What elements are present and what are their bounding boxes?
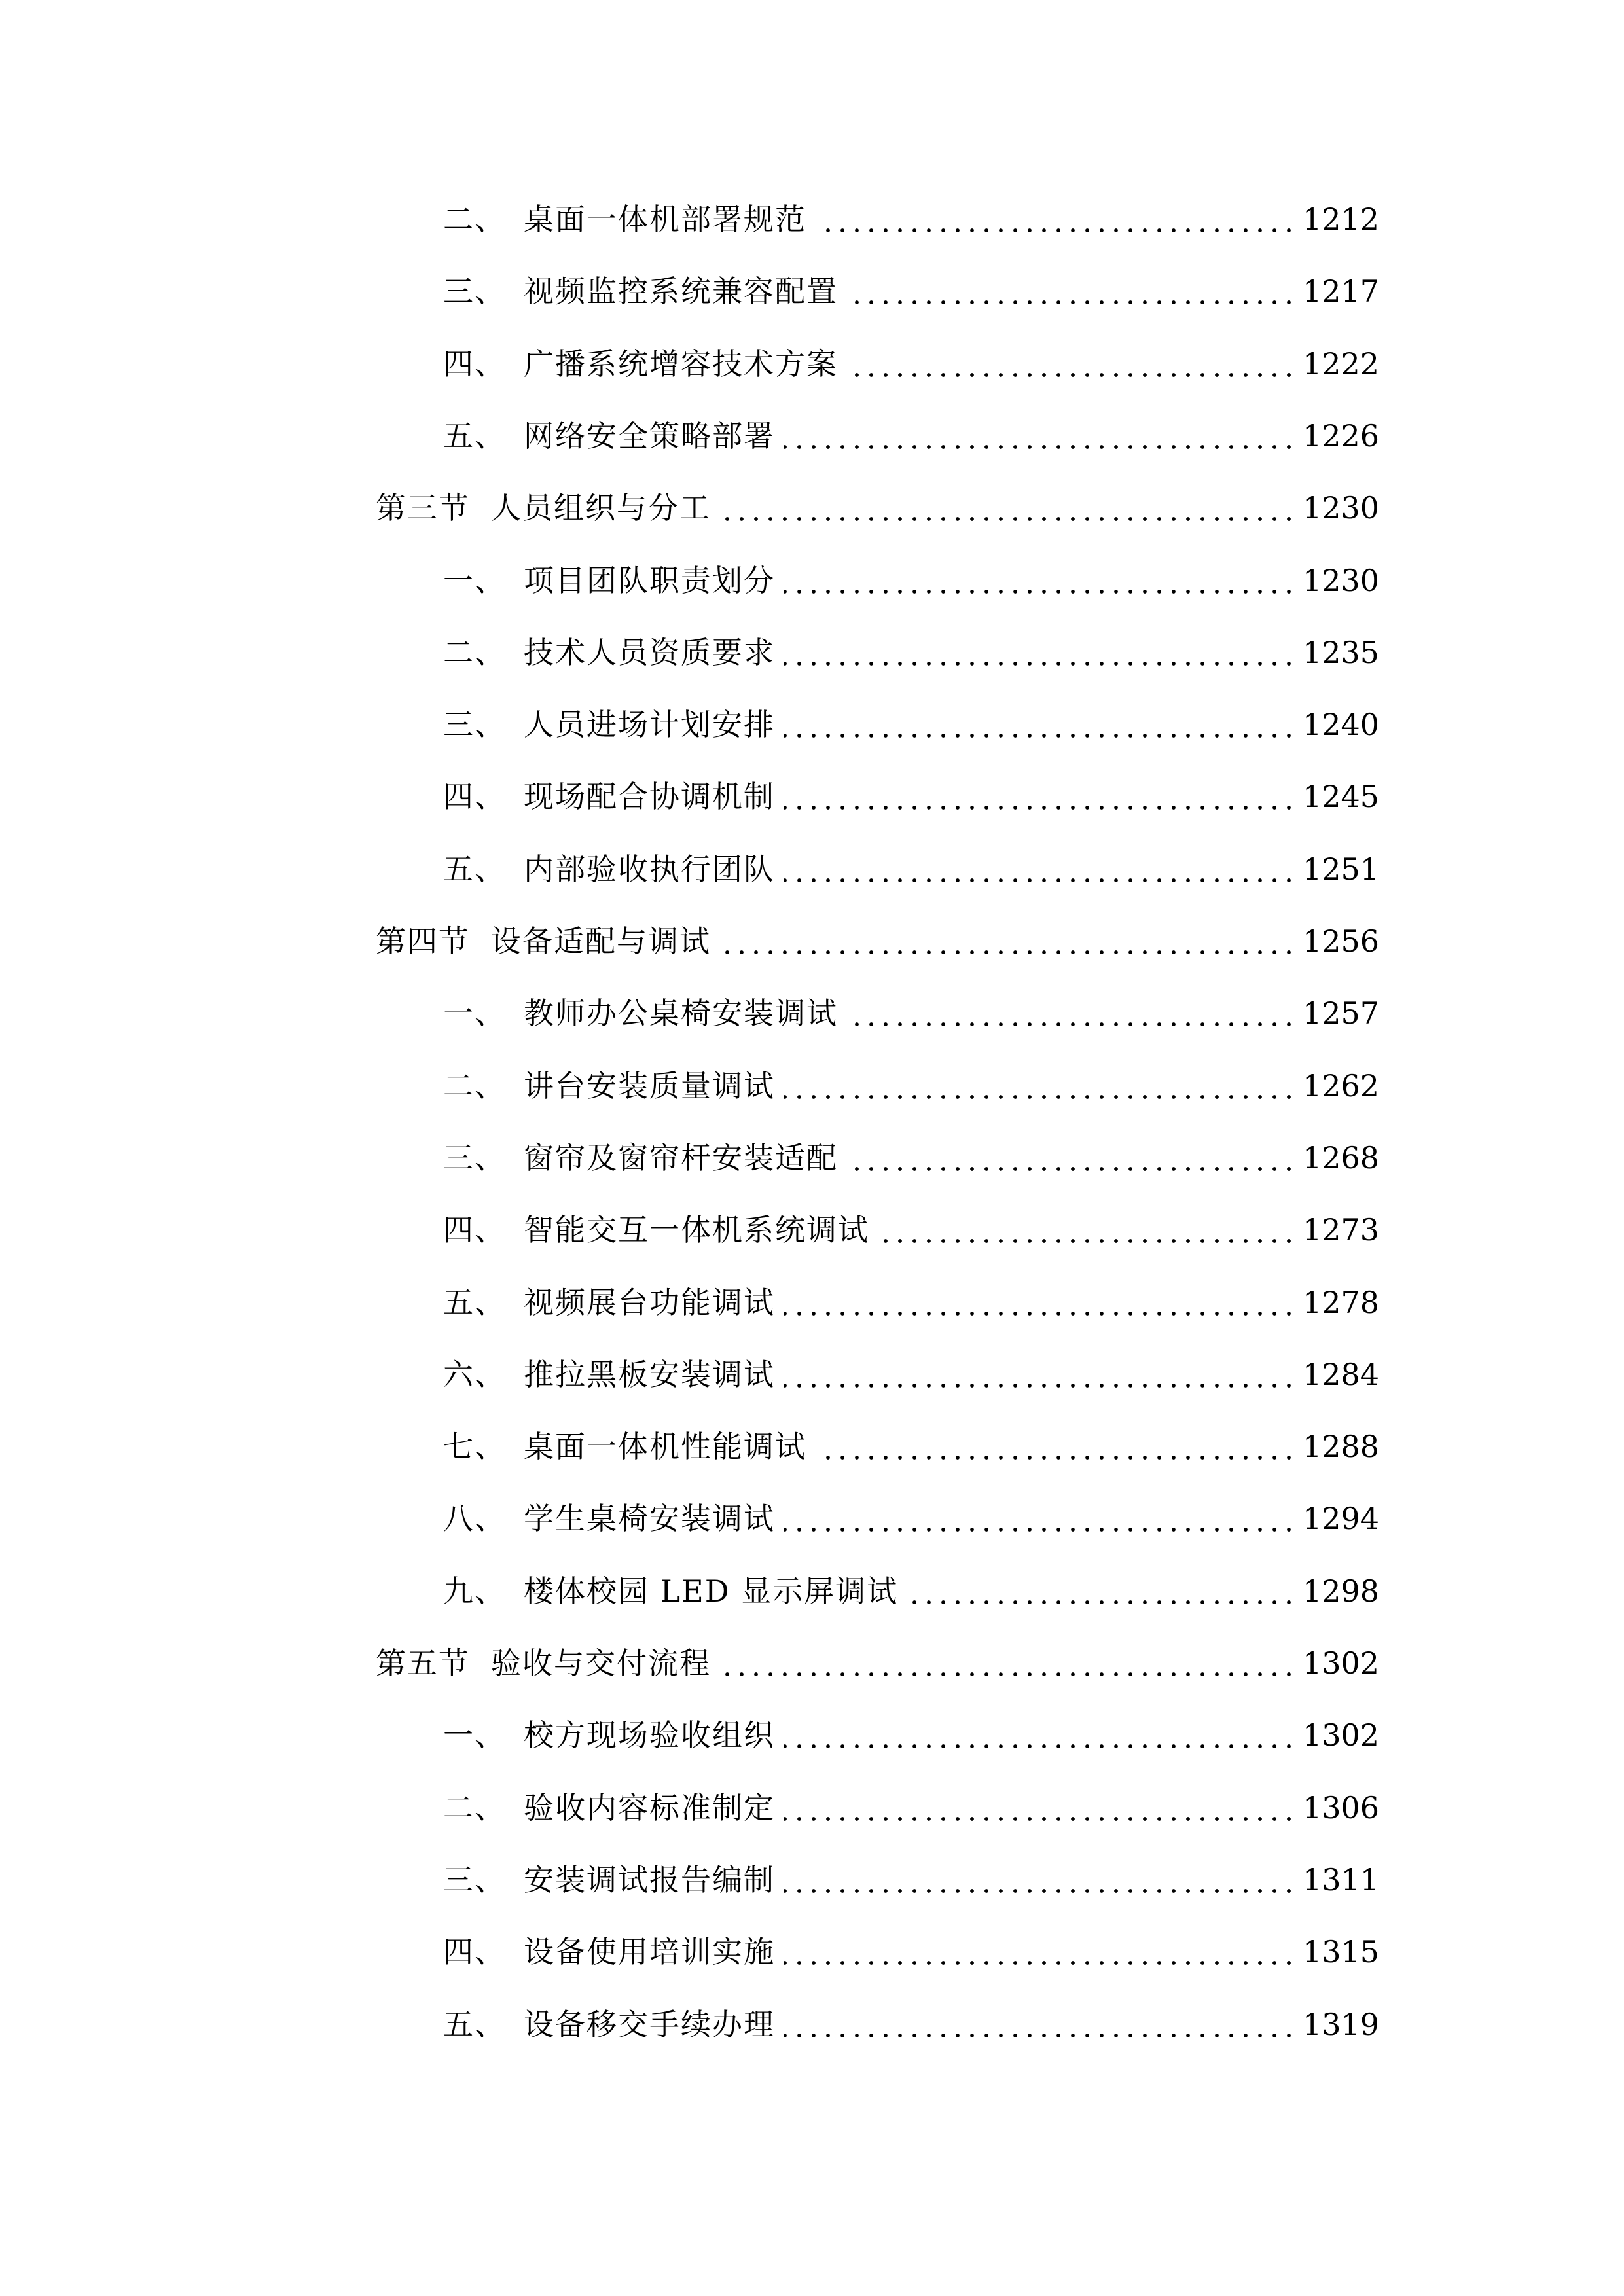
toc-subsection-entry [0,1562,1624,1621]
toc-subsection-entry [0,623,1624,682]
toc-dot-leader [784,1312,1296,1316]
toc-dot-leader [784,1889,1296,1893]
toc-subsection-entry [0,695,1624,754]
toc-dot-leader [784,1528,1296,1532]
toc-entry-number: 第三节 [376,490,470,526]
toc-entry-title: 安装调试报告编制 [524,1861,775,1897]
toc-entry-title: 设备使用培训实施 [524,1934,775,1970]
toc-page-number: 1217 [1303,274,1380,310]
toc-entry-title: 桌面一体机部署规范 [524,202,806,237]
toc-subsection-entry [0,767,1624,826]
toc-entry-title: 推拉黑板安装调试 [524,1356,775,1392]
toc-page-number: 1257 [1303,996,1380,1031]
toc-dot-leader [878,1239,1296,1243]
toc-page-number: 1245 [1303,779,1380,815]
toc-entry-number: 八、 [443,1501,506,1537]
toc-page-number: 1288 [1303,1429,1380,1465]
toc-dot-leader [720,1672,1296,1676]
toc-page-number: 1240 [1303,707,1380,743]
toc-page-number: 1306 [1303,1789,1380,1825]
toc-entry-number: 七、 [443,1429,506,1465]
toc-dot-leader [784,1961,1296,1965]
toc-dot-leader [784,590,1296,594]
toc-dot-leader [847,1167,1296,1171]
toc-dot-leader [720,517,1296,521]
toc-entry-number: 二、 [443,202,506,237]
toc-entry-title: 人员组织与分工 [491,490,711,526]
toc-entry-number: 五、 [443,418,506,454]
toc-section-entry [0,1634,1624,1693]
toc-page-number: 1222 [1303,346,1380,382]
toc-subsection-entry [0,551,1624,610]
toc-page-number: 1251 [1303,851,1380,887]
toc-dot-leader [847,300,1296,304]
toc-subsection-entry [0,1056,1624,1115]
toc-page-number: 1302 [1303,1717,1380,1753]
toc-entry-number: 二、 [443,634,506,670]
toc-subsection-entry [0,1417,1624,1476]
toc-subsection-entry [0,984,1624,1043]
toc-subsection-entry [0,1850,1624,1909]
toc-subsection-entry [0,334,1624,393]
toc-dot-leader [784,1384,1296,1388]
toc-subsection-entry [0,262,1624,321]
toc-dot-leader [784,1744,1296,1748]
toc-entry-number: 一、 [443,562,506,598]
toc-entry-number: 三、 [443,1139,506,1175]
toc-entry-title: 桌面一体机性能调试 [524,1429,806,1465]
toc-page-number: 1278 [1303,1284,1380,1320]
toc-dot-leader [907,1600,1296,1604]
toc-entry-number: 九、 [443,1573,506,1609]
toc-entry-title: 讲台安装质量调试 [524,1067,775,1103]
toc-entry-number: 三、 [443,274,506,310]
toc-page-number: 1230 [1303,490,1380,526]
toc-subsection-entry [0,1128,1624,1187]
toc-entry-number: 五、 [443,1284,506,1320]
toc-subsection-entry [0,1273,1624,1332]
toc-entry-number: 二、 [443,1789,506,1825]
toc-page-number: 1315 [1303,1934,1380,1970]
toc-page-number: 1294 [1303,1501,1380,1537]
toc-page-number: 1235 [1303,634,1380,670]
toc-subsection-entry [0,406,1624,465]
toc-entry-number: 一、 [443,1717,506,1753]
toc-dot-leader [847,373,1296,377]
toc-entry-number: 三、 [443,707,506,743]
toc-subsection-entry [0,190,1624,249]
toc-section-entry [0,478,1624,537]
toc-dot-leader [816,228,1296,232]
toc-section-entry [0,912,1624,971]
toc-subsection-entry [0,840,1624,899]
toc-dot-leader [720,950,1296,954]
toc-dot-leader [784,1817,1296,1821]
toc-entry-number: 第五节 [376,1645,470,1681]
toc-page-number: 1298 [1303,1573,1380,1609]
toc-entry-title: 设备适配与调试 [491,924,711,959]
toc-subsection-entry [0,1778,1624,1837]
toc-page-number: 1212 [1303,202,1380,237]
toc-entry-number: 四、 [443,1934,506,1970]
toc-entry-number: 三、 [443,1861,506,1897]
toc-entry-title: 人员进场计划安排 [524,707,775,743]
toc-entry-title: 视频监控系统兼容配置 [524,274,838,310]
toc-entry-title: 智能交互一体机系统调试 [524,1212,869,1248]
toc-entry-number: 四、 [443,346,506,382]
toc-entry-title: 教师办公桌椅安装调试 [524,996,838,1031]
toc-dot-leader [784,2034,1296,2037]
toc-dot-leader [784,445,1296,449]
toc-dot-leader [816,1456,1296,1460]
toc-entry-title: 验收内容标准制定 [524,1789,775,1825]
toc-page-number: 1262 [1303,1067,1380,1103]
toc-entry-number: 五、 [443,2006,506,2042]
toc-page-number: 1302 [1303,1645,1380,1681]
toc-entry-number: 二、 [443,1067,506,1103]
toc-entry-number: 五、 [443,851,506,887]
toc-dot-leader [784,662,1296,666]
toc-dot-leader [784,734,1296,738]
toc-subsection-entry [0,1995,1624,2054]
toc-subsection-entry [0,1922,1624,1981]
toc-entry-number: 第四节 [376,924,470,959]
toc-entry-title: 现场配合协调机制 [524,779,775,815]
toc-entry-title: 网络安全策略部署 [524,418,775,454]
toc-dot-leader [784,806,1296,810]
toc-entry-title: 校方现场验收组织 [524,1717,775,1753]
toc-entry-title: 学生桌椅安装调试 [524,1501,775,1537]
toc-dot-leader [784,1095,1296,1099]
toc-page-number: 1256 [1303,924,1380,959]
toc-entry-number: 六、 [443,1356,506,1392]
toc-dot-leader [784,878,1296,882]
toc-entry-title: 设备移交手续办理 [524,2006,775,2042]
toc-entry-title: 楼体校园 LED 显示屏调试 [524,1573,899,1609]
toc-subsection-entry [0,1345,1624,1404]
toc-subsection-entry [0,1706,1624,1765]
toc-page-number: 1273 [1303,1212,1380,1248]
toc-dot-leader [847,1022,1296,1026]
toc-page-number: 1230 [1303,562,1380,598]
toc-entry-title: 内部验收执行团队 [524,851,775,887]
toc-entry-title: 技术人员资质要求 [524,634,775,670]
toc-entry-number: 四、 [443,1212,506,1248]
toc-page-number: 1311 [1303,1861,1380,1897]
toc-page-number: 1268 [1303,1139,1380,1175]
toc-entry-title: 验收与交付流程 [491,1645,711,1681]
toc-page-number: 1284 [1303,1356,1380,1392]
toc-entry-title: 项目团队职责划分 [524,562,775,598]
toc-page-number: 1226 [1303,418,1380,454]
toc-entry-number: 一、 [443,996,506,1031]
toc-entry-title: 广播系统增容技术方案 [524,346,838,382]
toc-entry-number: 四、 [443,779,506,815]
toc-entry-title: 视频展台功能调试 [524,1284,775,1320]
toc-entry-title: 窗帘及窗帘杆安装适配 [524,1139,838,1175]
toc-page-number: 1319 [1303,2006,1380,2042]
toc-subsection-entry [0,1200,1624,1259]
toc-subsection-entry [0,1489,1624,1548]
